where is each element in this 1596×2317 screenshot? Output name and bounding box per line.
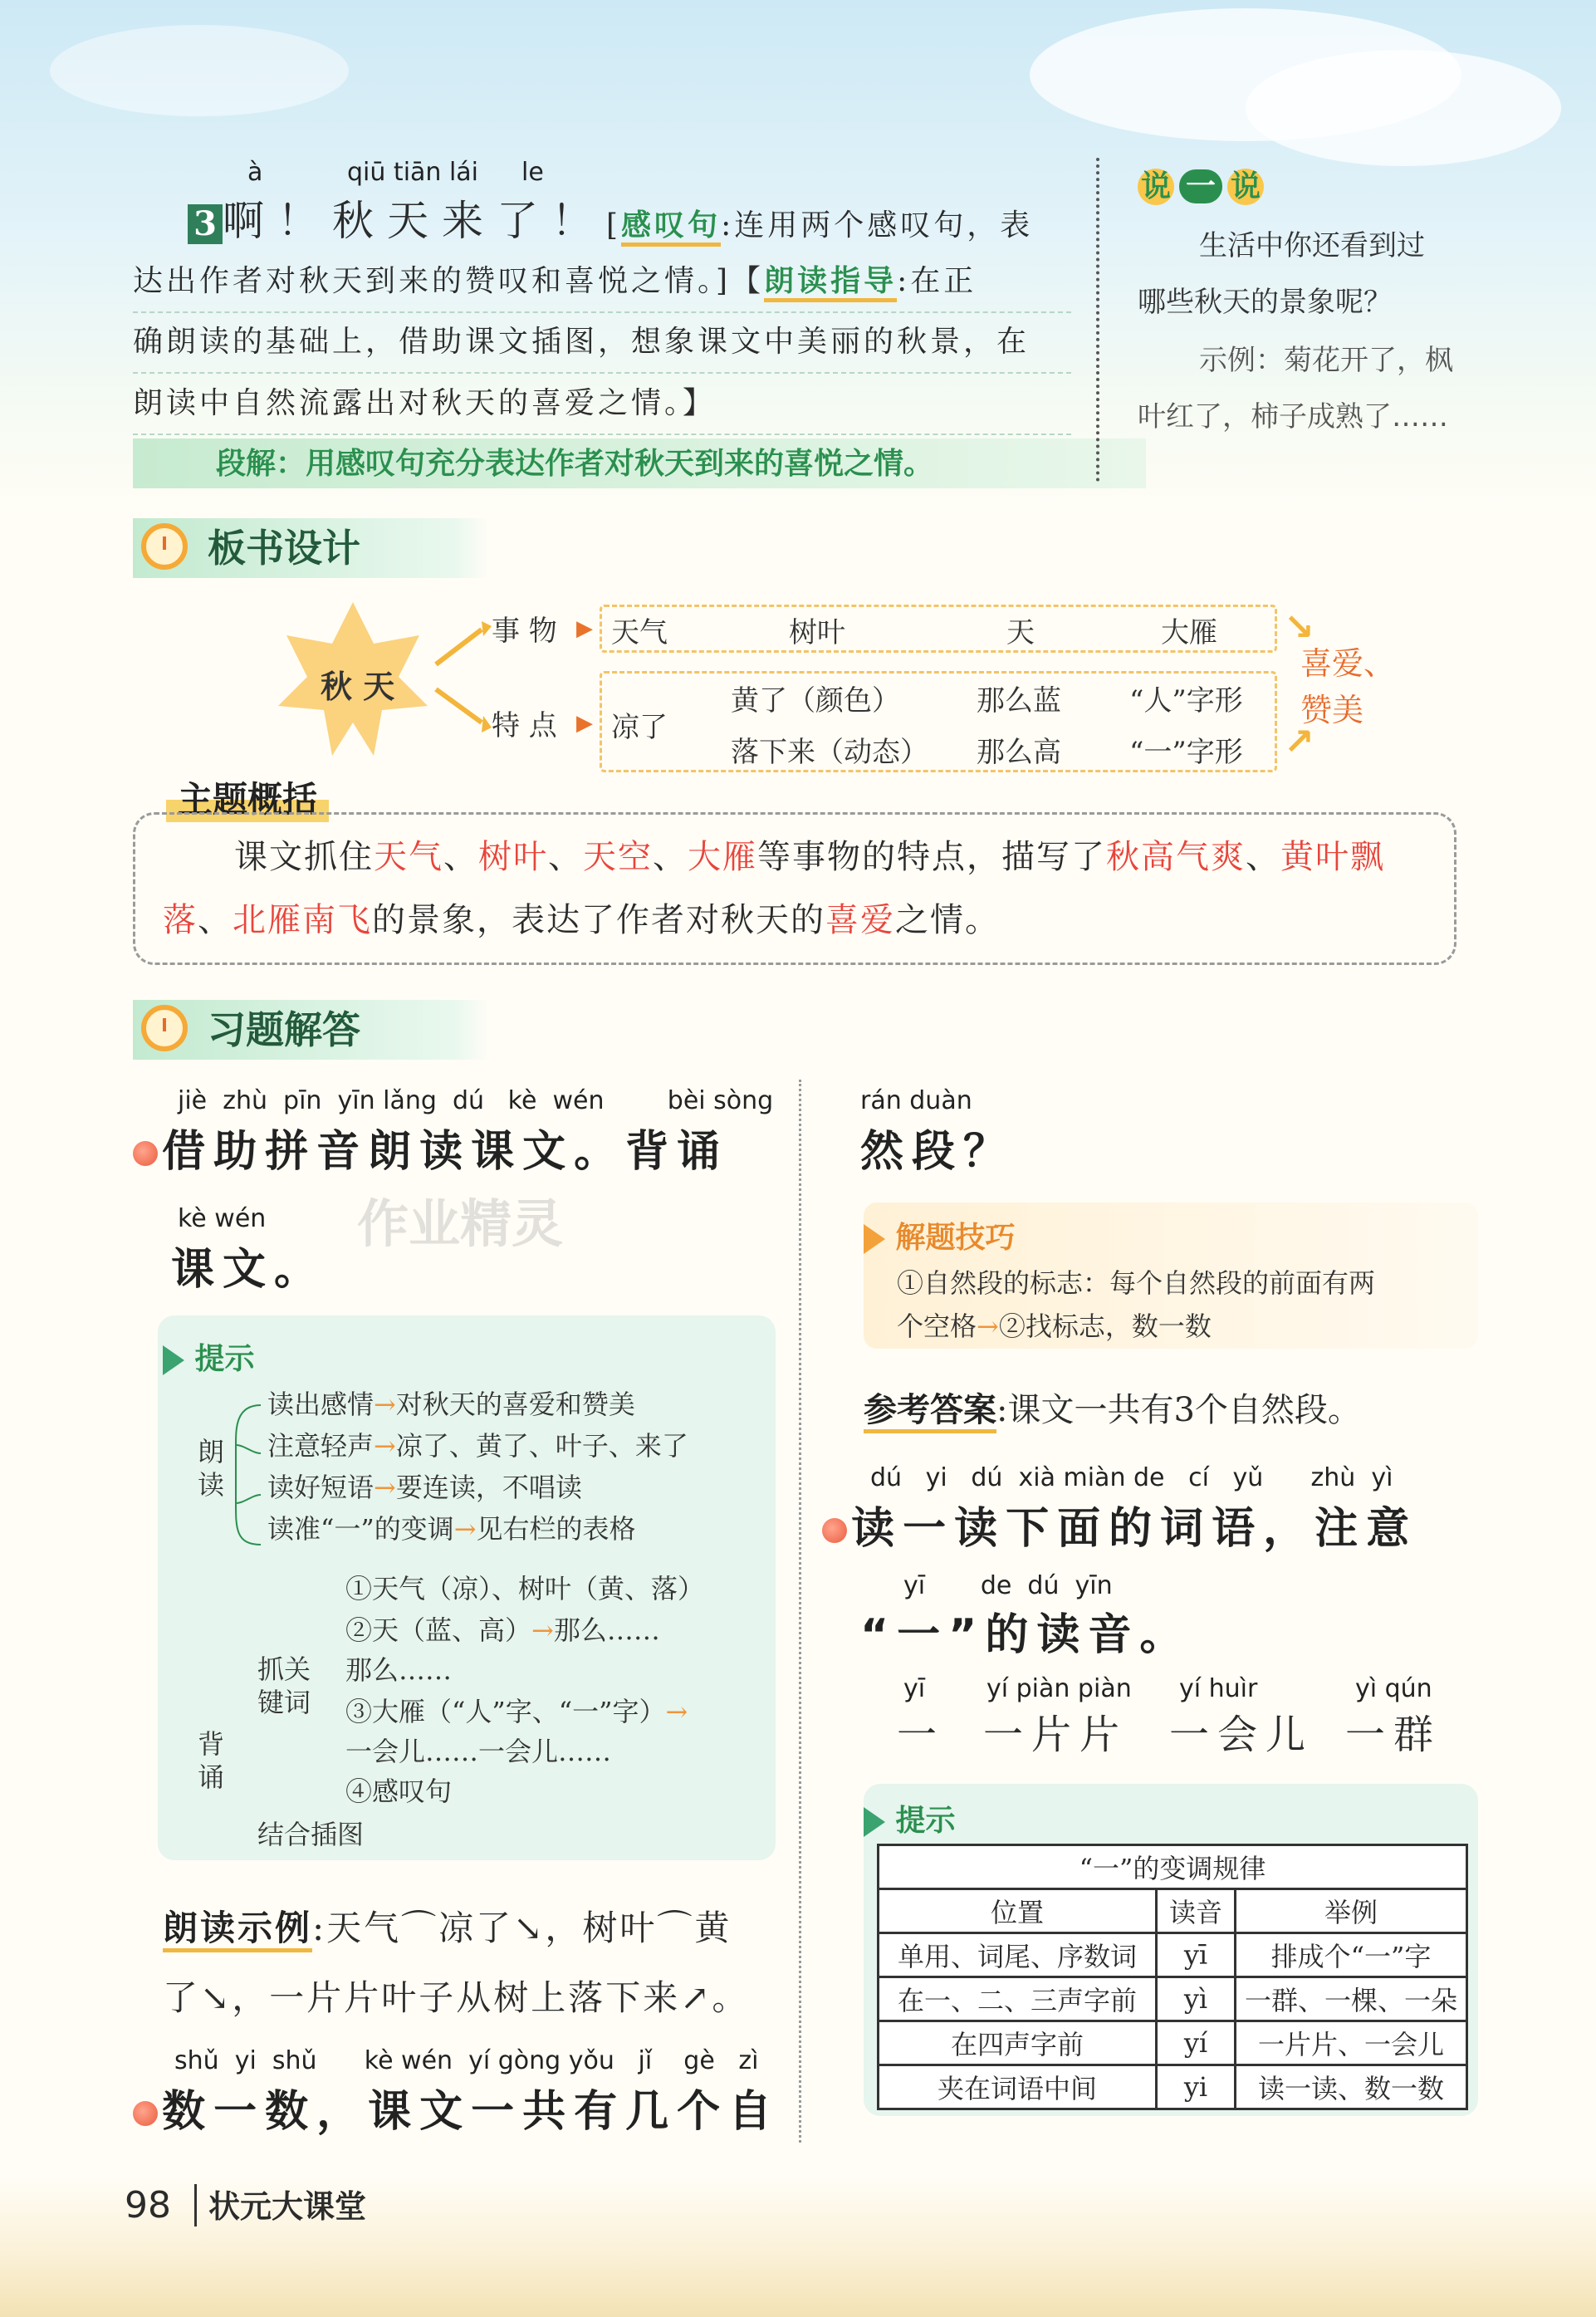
hint1-back1: 背 xyxy=(198,1728,225,1760)
arrow-icon: ▶ xyxy=(576,616,593,641)
paragraph-number: 3 xyxy=(188,204,223,244)
theme-text-seg: 之情。 xyxy=(895,901,1000,939)
table-cell: 排成个“一”字 xyxy=(1236,1933,1467,1977)
q3-pinyin-2: yī de dú yīn xyxy=(903,1571,1113,1600)
trait-weather: 凉了 xyxy=(611,711,668,744)
theme-sep: 、 xyxy=(1246,838,1280,876)
arrow-icon: → xyxy=(453,1513,477,1545)
note-line-4: 朗读中自然流露出对秋天的喜爱之情。】 xyxy=(133,374,1071,435)
theme-sep: 、 xyxy=(653,838,688,876)
q3-text-2: “一”的读音。 xyxy=(860,1610,1192,1660)
tip-heading xyxy=(864,1214,1016,1256)
reading-example-colon: : xyxy=(312,1908,327,1948)
answer-line xyxy=(864,1384,1361,1431)
hint1-back2: 诵 xyxy=(198,1761,225,1793)
hint1-k3 xyxy=(345,1691,688,1732)
table-cell: yí xyxy=(1157,2021,1236,2065)
bracket2: 【 xyxy=(731,264,765,298)
hint1-r2b: 凉了、黄了、叶子、来了 xyxy=(395,1430,688,1462)
theme-keyword: 树叶 xyxy=(478,838,548,876)
table-cell: 在一、二、三声字前 xyxy=(879,1977,1157,2021)
pinyin-qiutianlai: qiū tiān lái xyxy=(347,158,479,187)
watermark: 作业精灵 xyxy=(357,1193,564,1254)
hint1-row4 xyxy=(267,1508,636,1550)
arrow-icon: → xyxy=(531,1614,554,1646)
q1-text-2: 课文。 xyxy=(171,1245,326,1295)
tip-line2a: 个空格 xyxy=(897,1310,977,1342)
tip-title: 解题技巧 xyxy=(895,1221,1016,1255)
hint1-r2a: 注意轻声 xyxy=(267,1430,375,1462)
theme-keyword: 北雁南飞 xyxy=(233,901,372,939)
trait-sky-high: 那么高 xyxy=(977,736,1061,769)
q1-pinyin-1: jiè zhù pīn yīn lǎng dú kè wén bèi sòng xyxy=(178,1086,774,1115)
table-row xyxy=(879,2065,1467,2109)
q3-text-1: 读一读下面的词语，注意 xyxy=(851,1504,1418,1554)
reading-example-label: 朗读示例 xyxy=(163,1908,312,1952)
board-branch-things: 事 物 xyxy=(492,615,557,648)
word: 一片片 xyxy=(983,1712,1128,1758)
table-cell: 一片片、一会儿 xyxy=(1236,2021,1467,2065)
arrow-icon: → xyxy=(374,1430,396,1462)
reading-example-line2: 了↘，一片片叶子从树上落下来↗。 xyxy=(163,1977,750,2018)
theme-keyword: 天气 xyxy=(374,838,443,876)
triangle-icon xyxy=(864,1807,885,1837)
hint1-recite-label xyxy=(198,1727,224,1794)
hint1-r1b: 对秋天的喜爱和赞美 xyxy=(395,1389,635,1420)
hint1-left1: 朗 xyxy=(198,1436,225,1467)
arrow-icon: → xyxy=(977,1310,999,1342)
table-cell: 夹在词语中间 xyxy=(879,2065,1157,2109)
triangle-icon xyxy=(163,1345,184,1375)
para3-text: 啊！秋天来了！ xyxy=(223,197,606,245)
word-pinyin: yī xyxy=(903,1674,926,1703)
tip-line2 xyxy=(897,1305,1212,1347)
say-heading xyxy=(1138,163,1264,205)
trait-leaf-motion: 落下来（动态） xyxy=(731,736,928,769)
hint2-title: 提示 xyxy=(895,1804,956,1838)
pinyin-a: à xyxy=(247,158,263,187)
tag-exclamation: 感叹句 xyxy=(621,208,721,247)
bullet-icon xyxy=(822,1518,847,1543)
exercise-heading-text: 习题解答 xyxy=(208,1007,360,1052)
table-header: 举例 xyxy=(1236,1889,1467,1933)
q2-pinyin-1: shǔ yi shǔ kè wén yí gòng yǒu jǐ gè zì xyxy=(174,2046,759,2075)
say-bubble: 说 xyxy=(1138,169,1174,205)
clock-icon xyxy=(141,1005,188,1051)
hint1-row3 xyxy=(267,1467,582,1508)
trait-leaf-color: 黄了（颜色） xyxy=(731,684,900,718)
table-cell: 一群、一棵、一朵 xyxy=(1236,1977,1467,2021)
hint1-k4: ④感叹句 xyxy=(345,1776,453,1807)
hint1-title: 提示 xyxy=(194,1342,255,1376)
table-cell: yì xyxy=(1157,1977,1236,2021)
q3-pinyin-1: dú yi dú xià miàn de cí yǔ zhù yì xyxy=(870,1463,1393,1492)
hint1-key-label xyxy=(257,1653,311,1719)
brace-icon xyxy=(211,1395,269,1553)
result-arrow-icon: ↗ xyxy=(1284,721,1314,763)
word-pinyin: yì qún xyxy=(1355,1674,1432,1703)
hint1-r3a: 读好短语 xyxy=(267,1472,375,1503)
note1-b: 达出作者对秋天到来的赞叹和喜悦之情。] xyxy=(133,264,732,298)
say-line2: 哪些秋天的景象呢？ xyxy=(1138,286,1392,319)
reading-example-line1: 天气⌒凉了↘，树叶⌒黄 xyxy=(326,1908,732,1948)
table-header: 读音 xyxy=(1157,1889,1236,1933)
table-cell: 读一读、数一数 xyxy=(1236,2065,1467,2109)
say-mid: 一 xyxy=(1179,169,1222,203)
hint2-heading xyxy=(864,1797,956,1839)
hint1-heading xyxy=(163,1335,255,1378)
word-pinyin: yí piàn piàn xyxy=(986,1674,1132,1703)
result-arrow-icon: ↘ xyxy=(1284,606,1314,649)
table-cell: 单用、词尾、序数词 xyxy=(879,1933,1157,1977)
paragraph-summary: 段解：用感叹句充分表达作者对秋天到来的喜悦之情。 xyxy=(133,438,1146,488)
thing-sky: 天 xyxy=(1006,616,1035,649)
hint1-r1a: 读出感情 xyxy=(267,1389,375,1420)
theme-sep: 、 xyxy=(443,838,478,876)
hint1-key1: 抓关 xyxy=(257,1653,311,1685)
hint1-k3a: ③大雁（“人”字、“一”字） xyxy=(345,1696,666,1727)
say-bubble: 说 xyxy=(1227,169,1264,205)
theme-keyword: 落 xyxy=(163,901,198,939)
footer-brand: 状元大课堂 xyxy=(208,2187,367,2225)
arrow-icon: → xyxy=(374,1472,396,1503)
theme-sep: 、 xyxy=(198,901,233,939)
thing-leaf: 树叶 xyxy=(789,616,845,649)
theme-keyword: 天空 xyxy=(583,838,653,876)
exercise-divider xyxy=(799,1080,801,2143)
q2-line1 xyxy=(133,2076,780,2138)
cloud xyxy=(50,25,349,116)
arrow-icon: ▶ xyxy=(576,711,593,736)
table-row xyxy=(879,1933,1467,1977)
theme-keyword: 黄叶飘 xyxy=(1280,838,1385,876)
bullet-icon xyxy=(133,2101,158,2126)
q3-line1 xyxy=(822,1493,1417,1555)
para3-first-line xyxy=(188,188,1076,256)
say-line3: 示例：菊花开了，枫 xyxy=(1199,344,1453,377)
hint1-key2: 键词 xyxy=(257,1687,311,1718)
table-row xyxy=(879,1889,1467,1933)
word-pinyin: yí huìr xyxy=(1179,1674,1258,1703)
tone-table xyxy=(877,1844,1468,2110)
q1-line1 xyxy=(133,1116,728,1178)
word: 一会儿 xyxy=(1169,1712,1314,1758)
hint1-k1: ①天气（凉）、树叶（黄、落） xyxy=(345,1573,705,1604)
say-line1: 生活中你还看到过 xyxy=(1199,229,1425,262)
table-row xyxy=(879,1845,1467,1889)
page-number: 98 xyxy=(125,2184,171,2226)
column-divider xyxy=(1096,158,1099,482)
trait-geese-ren: “人”字形 xyxy=(1129,684,1243,718)
theme-text-seg: 课文抓住 xyxy=(234,838,374,876)
note1-a: :连用两个感叹句，表 xyxy=(721,208,1034,242)
theme-sep: 、 xyxy=(548,838,583,876)
result-love: 喜爱、 xyxy=(1300,645,1396,682)
thing-weather: 天气 xyxy=(611,616,668,649)
theme-heading: 主题概括 xyxy=(166,772,329,822)
triangle-icon xyxy=(864,1224,885,1254)
clock-icon xyxy=(141,523,188,570)
hint1-row2 xyxy=(267,1425,688,1467)
footer xyxy=(125,2181,366,2226)
theme-text xyxy=(163,825,1442,952)
q1-pinyin-2: kè wén xyxy=(178,1204,267,1233)
pinyin-le: le xyxy=(521,158,544,187)
board-heading-text: 板书设计 xyxy=(208,526,360,571)
tip-line1: ①自然段的标志：每个自然段的前面有两 xyxy=(897,1267,1376,1299)
hint1-k3b: 一会儿……一会儿…… xyxy=(345,1736,612,1767)
board-heading xyxy=(133,518,490,578)
thing-geese: 大雁 xyxy=(1161,616,1217,649)
trait-sky-blue: 那么蓝 xyxy=(977,684,1061,718)
theme-keyword: 大雁 xyxy=(688,838,757,876)
exercise-heading xyxy=(133,1000,490,1060)
footer-divider xyxy=(194,2184,197,2226)
result-praise: 赞美 xyxy=(1300,692,1364,728)
word: 一 xyxy=(897,1712,946,1758)
theme-keyword: 喜爱 xyxy=(825,901,895,939)
note-line-3: 确朗读的基础上，借助课文插图，想象课文中美丽的秋景，在 xyxy=(133,312,1071,374)
word: 一群 xyxy=(1345,1712,1442,1758)
answer-text: :课文一共有3个自然段。 xyxy=(996,1391,1361,1429)
bracket-open: [ xyxy=(606,208,622,242)
hint1-k2b: 那么…… xyxy=(553,1614,660,1646)
hint1-k2 xyxy=(345,1609,660,1651)
bullet-icon xyxy=(133,1141,158,1166)
table-title: “一”的变调规律 xyxy=(879,1845,1467,1889)
say-line4: 叶红了，柿子成熟了…… xyxy=(1138,400,1448,434)
hint1-left2: 读 xyxy=(198,1469,225,1501)
hint1-r3b: 要连读，不唱读 xyxy=(395,1472,582,1503)
hint1-r4b: 见右栏的表格 xyxy=(476,1513,636,1545)
q2-text-2: 然段？ xyxy=(860,1127,1016,1177)
q2-pinyin-2: rán duàn xyxy=(860,1086,972,1115)
hint1-row1 xyxy=(267,1384,635,1425)
table-cell: yi xyxy=(1157,2065,1236,2109)
trait-geese-yi: “一”字形 xyxy=(1129,736,1243,769)
tag-reading-guide: 朗读指导 xyxy=(764,263,897,302)
answer-label: 参考答案 xyxy=(864,1391,996,1433)
theme-text-seg: 等事物的特点，描写了 xyxy=(757,838,1106,876)
theme-text-seg: 的景象，表达了作者对秋天的 xyxy=(372,901,825,939)
theme-keyword: 秋高气爽 xyxy=(1106,838,1246,876)
table-cell: yī xyxy=(1157,1933,1236,1977)
hint1-r4a: 读准“一”的变调 xyxy=(267,1513,454,1545)
board-branch-traits: 特 点 xyxy=(492,709,557,742)
board-center: 秋 天 xyxy=(321,668,395,705)
arrow-icon: → xyxy=(665,1696,688,1727)
note2-a: :在正 xyxy=(897,264,977,298)
hint1-k2a: ②天（蓝、高） xyxy=(345,1614,532,1646)
note-line-2 xyxy=(133,251,1071,313)
arrow-icon: → xyxy=(374,1389,396,1420)
hint1-k2c: 那么…… xyxy=(345,1654,453,1686)
table-header: 位置 xyxy=(879,1889,1157,1933)
table-cell: 在四声字前 xyxy=(879,2021,1157,2065)
q1-text-1: 借助拼音朗读课文。背诵 xyxy=(162,1127,729,1177)
cloud xyxy=(1246,50,1561,166)
tip-line2b: ②找标志，数一数 xyxy=(998,1310,1212,1342)
q2-text-1: 数一数，课文一共有几个自 xyxy=(162,2087,781,2137)
reading-example xyxy=(163,1893,777,2033)
hint1-pic: 结合插图 xyxy=(257,1819,365,1850)
branch-arrows xyxy=(432,615,498,739)
table-row xyxy=(879,1977,1467,2021)
table-row xyxy=(879,2021,1467,2065)
